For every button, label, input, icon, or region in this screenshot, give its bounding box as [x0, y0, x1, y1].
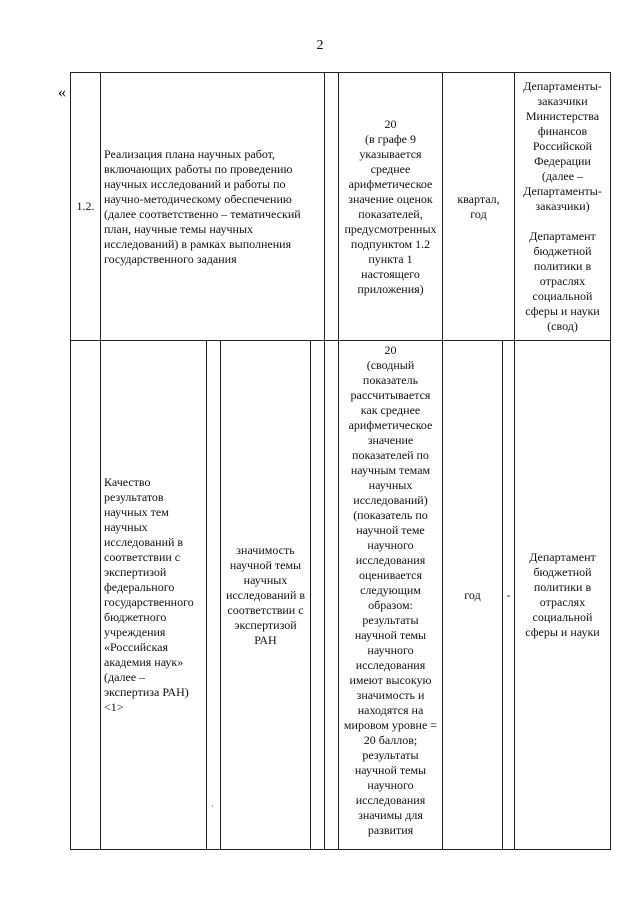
row-number: 1.2. — [71, 73, 101, 341]
value-cell: 20 (в графе 9 указывается среднее арифметическое значение оценок показателей, предусмотренных подпунктом 1.2 пункта 1 настоящего приложения) — [339, 73, 443, 341]
dash-cell: - — [503, 341, 515, 850]
table-row — [71, 73, 611, 341]
empty-cell — [71, 341, 101, 850]
page-number: 2 — [316, 38, 324, 53]
small-mark: · — [211, 802, 214, 811]
empty-cell — [325, 341, 339, 850]
department-cell: Департаменты-заказчики Министерства финансов Российской Федерации (далее – Департаменты-заказчики) Департамент бюджетной политики в отраслях социальной сферы и науки (свод) — [515, 73, 611, 341]
opening-quote: « — [58, 84, 66, 101]
period-cell: год — [443, 341, 503, 850]
empty-cell — [325, 73, 339, 341]
indicator-cell: Реализация плана научных работ, включающих работы по проведению научных исследований и работы по научно-методическому обеспечению (далее соответственно – тематический план, научные темы научных исследований) в рамках выполнения государственного задания — [101, 73, 325, 341]
indicator-table — [70, 72, 611, 850]
department-cell: Департамент бюджетной политики в отраслях социальной сферы и науки — [515, 341, 611, 850]
empty-cell — [311, 341, 325, 850]
empty-cell — [207, 341, 221, 850]
table-row — [71, 341, 611, 850]
sub-indicator-cell: значимость научной темы научных исследований в соответствии с экспертизой РАН — [221, 341, 311, 850]
indicator-cell: Качество результатов научных тем научных исследований в соответствии с экспертизой федерального государственного бюджетного учреждения «Российская академия наук» (далее – экспертиза РАН) <1> — [101, 341, 207, 850]
period-cell: квартал, год — [443, 73, 515, 341]
value-cell: 20 (сводный показатель рассчитывается как среднее арифметическое значение показателей по научным темам научных исследований) (показатель по научной теме научного исследования оценивается следующим образом: результаты научной темы научного исследования имеют высокую значимость и находятся на мировом уровне = 20 баллов; результаты научной темы научного исследования значимы для развития — [339, 341, 443, 850]
